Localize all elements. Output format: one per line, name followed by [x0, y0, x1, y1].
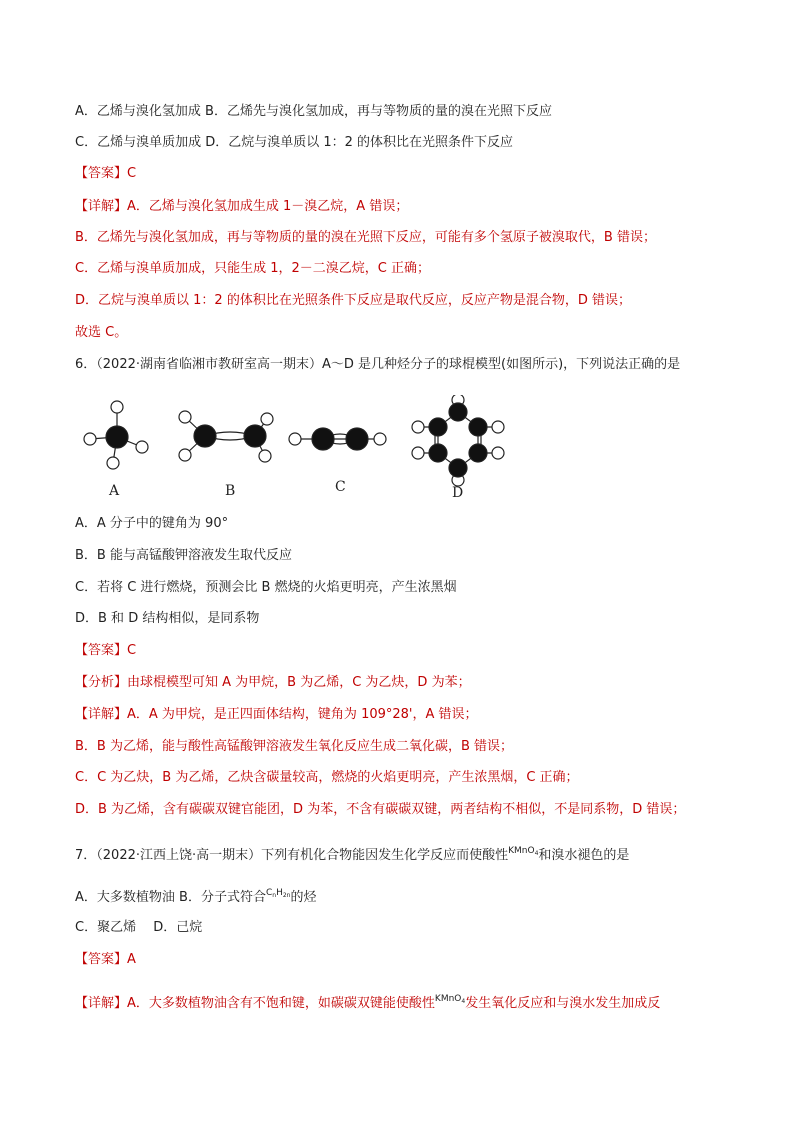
detail-2c: C．C 为乙炔，B 为乙烯，乙炔含碳量较高，燃烧的火焰更明亮，产生浓黑烟，C 正确；: [75, 770, 579, 785]
answer-1: [75, 165, 136, 183]
cnh2n-formula: [266, 888, 291, 898]
detail-1a: [75, 198, 408, 216]
kmno4-formula: [508, 846, 538, 856]
detail-1d: D．乙烷与溴单质以 1：2 的体积比在光照条件下反应是取代反应，反应产物是混合物，D 错误；: [75, 293, 631, 308]
detail-tag: 【详解】: [75, 199, 128, 214]
detail-tag: 【详解】: [75, 707, 128, 722]
detail-3: [75, 990, 660, 1013]
q6-option-a: A．A 分子中的键角为 90°: [75, 516, 229, 531]
line-option-ab: A．乙烯与溴化氢加成 B．乙烯先与溴化氢加成，再与等物质的量的溴在光照下反应: [75, 104, 552, 119]
q7-option-cd: C．聚乙烯 D．己烷: [75, 920, 203, 935]
detail-1c: C．乙烯与溴单质加成，只能生成 1，2－二溴乙烷，C 正确；: [75, 261, 430, 276]
models-svg: [75, 395, 515, 505]
detail-text-post: 发生氧化反应和与溴水发生加成反: [465, 996, 661, 1011]
q6-option-d: D．B 和 D 结构相似，是同系物: [75, 611, 260, 626]
ball-stick-models-figure: [75, 395, 515, 505]
q6-option-c: C．若将 C 进行燃烧，预测会比 B 燃烧的火焰更明亮，产生浓黑烟: [75, 580, 457, 595]
answer-value: C: [127, 643, 137, 658]
formula-h: H: [276, 888, 283, 898]
analysis-2: [75, 674, 471, 692]
q7a-text-post: 的烃: [290, 890, 317, 905]
line-option-cd: C．乙烯与溴单质加成 D．乙烷与溴单质以 1：2 的体积比在光照条件下反应: [75, 135, 514, 150]
question-7: [75, 842, 629, 865]
formula-n: n: [272, 892, 277, 899]
detail-1-end: 故选 C。: [75, 325, 128, 340]
detail-2b: B．B 为乙烯，能与酸性高锰酸钾溶液发生氧化反应生成二氧化碳，B 错误；: [75, 739, 514, 754]
model-label-a: A: [109, 483, 120, 499]
q7-option-ab: [75, 884, 316, 907]
question-6: 6．（2022·湖南省临湘市教研室高一期末）A～D 是几种烃分子的球棍模型(如图所示)，下列说法正确的是: [75, 357, 681, 372]
model-label-d: D: [452, 485, 464, 501]
model-label-c: C: [335, 479, 346, 495]
model-a: [84, 401, 148, 469]
kmno-text: KMnO: [434, 994, 462, 1004]
answer-2: [75, 642, 136, 660]
answer-tag: 【答案】: [75, 643, 128, 658]
model-label-b: B: [225, 483, 236, 499]
formula-2n: 2n: [282, 892, 291, 899]
model-d: [412, 395, 504, 486]
detail-2a: [75, 706, 478, 724]
answer-3: [75, 951, 136, 969]
detail-1b: B．乙烯先与溴化氢加成，再与等物质的量的溴在光照下反应，可能有多个氢原子被溴取代，B 错误；: [75, 230, 656, 245]
analysis-tag: 【分析】: [75, 675, 128, 690]
detail-text-pre: A．大多数植物油含有不饱和键，如碳碳双键能使酸性: [127, 996, 435, 1011]
detail-2d: D．B 为乙烯，含有碳碳双键官能团，D 为苯，不含有碳碳双键，两者结构不相似，不是同系物，D 错误；: [75, 802, 686, 817]
q6-option-b: B．B 能与高锰酸钾溶液发生取代反应: [75, 548, 292, 563]
answer-tag: 【答案】: [75, 952, 128, 967]
answer-value: C: [127, 166, 137, 181]
model-c: [289, 428, 386, 450]
detail-text: A．A 为甲烷，是正四面体结构，键角为 109°28'，A 错误；: [127, 707, 478, 722]
q7a-text-pre: A．大多数植物油 B．分子式符合: [75, 890, 266, 905]
q7-text-post: 和溴水褪色的是: [538, 848, 630, 863]
detail-text: A．乙烯与溴化氢加成生成 1－溴乙烷，A 错误；: [127, 199, 409, 214]
kmno-text: KMnO: [508, 846, 535, 856]
answer-value: A: [127, 952, 136, 967]
formula-c: C: [265, 888, 273, 898]
model-b: [179, 411, 273, 462]
analysis-text: 由球棍模型可知 A 为甲烷，B 为乙烯，C 为乙炔，D 为苯；: [127, 675, 471, 690]
answer-tag: 【答案】: [75, 166, 128, 181]
detail-tag: 【详解】: [75, 996, 128, 1011]
kmno4-formula: [435, 994, 465, 1004]
q7-text-pre: 7．（2022·江西上饶·高一期末）下列有机化合物能因发生化学反应而使酸性: [75, 848, 509, 863]
kmno-subscript: 4: [461, 998, 466, 1005]
kmno-subscript: 4: [534, 850, 539, 857]
